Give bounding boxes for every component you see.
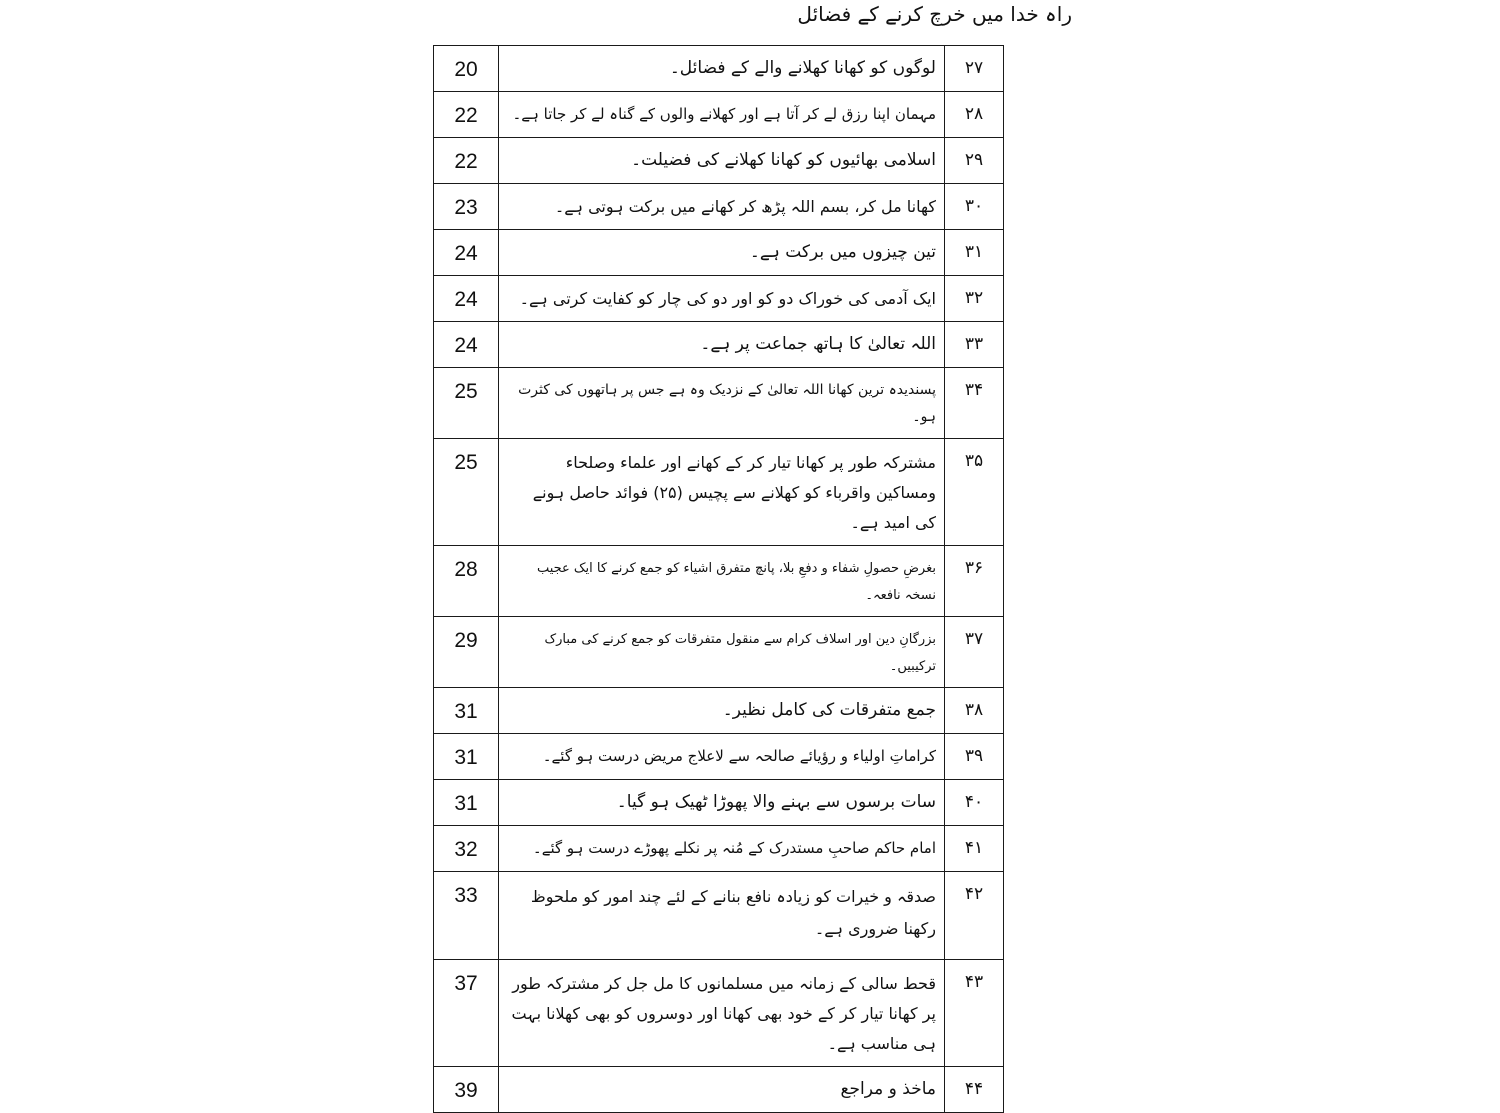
entry-title: ایک آدمی کی خوراک دو کو اور دو کی چار کو کفایت کرتی ہے۔ [499, 276, 945, 322]
page-number: 22 [434, 138, 499, 184]
entry-title: کھانا مل کر، بسم اللہ پڑھ کر کھانے میں برکت ہوتی ہے۔ [499, 184, 945, 230]
entry-title: پسندیدہ ترین کھانا اللہ تعالیٰ کے نزدیک وہ ہے جس پر ہاتھوں کی کثرت ہو۔ [499, 368, 945, 439]
page-number: 28 [434, 546, 499, 617]
page-number: 24 [434, 230, 499, 276]
page-number: 25 [434, 439, 499, 546]
entry-title: صدقہ و خیرات کو زیادہ نافع بنانے کے لئے چند امور کو ملحوظ رکھنا ضروری ہے۔ [499, 872, 945, 960]
table-row [434, 872, 1004, 960]
table-row [434, 276, 1004, 322]
page-number: 24 [434, 322, 499, 368]
entry-title: تین چیزوں میں برکت ہے۔ [499, 230, 945, 276]
table-row [434, 1067, 1004, 1113]
entry-title: امام حاکم صاحبِ مستدرک کے مُنہ پر نکلے پھوڑے درست ہو گئے۔ [499, 826, 945, 872]
table-row [434, 368, 1004, 439]
entry-number: ۳۳ [945, 322, 1004, 368]
page-number: 29 [434, 617, 499, 688]
entry-number: ۴۴ [945, 1067, 1004, 1113]
page-number: 32 [434, 826, 499, 872]
table-row [434, 546, 1004, 617]
page-header-title: راہ خدا میں خرچ کرنے کے فضائل [797, 2, 1072, 26]
entry-number: ۳۸ [945, 688, 1004, 734]
page-number: 24 [434, 276, 499, 322]
entry-title: بغرضِ حصولِ شفاء و دفعِ بلا، پانچ متفرق اشیاء کو جمع کرنے کا ایک عجیب نسخہ نافعہ۔ [499, 546, 945, 617]
table-row [434, 230, 1004, 276]
table-row [434, 184, 1004, 230]
table-of-contents [433, 45, 1004, 1113]
table-row [434, 322, 1004, 368]
entry-title: ماخذ و مراجع [499, 1067, 945, 1113]
page-number: 31 [434, 780, 499, 826]
entry-title: اسلامی بھائیوں کو کھانا کھلانے کی فضیلت۔ [499, 138, 945, 184]
entry-title: مشترکہ طور پر کھانا تیار کر کے کھانے اور علماء وصلحاء ومساکین واقرباء کو کھلانے سے پچیس (۲۵) فوائد حاصل ہونے کی امید ہے۔ [499, 439, 945, 546]
entry-number: ۳۵ [945, 439, 1004, 546]
page-number: 23 [434, 184, 499, 230]
table-row [434, 138, 1004, 184]
entry-number: ۳۹ [945, 734, 1004, 780]
entry-number: ۳۴ [945, 368, 1004, 439]
entry-title: مہمان اپنا رزق لے کر آتا ہے اور کھلانے والوں کے گناہ لے کر جاتا ہے۔ [499, 92, 945, 138]
entry-number: ۲۹ [945, 138, 1004, 184]
page-number: 31 [434, 734, 499, 780]
entry-title: اللہ تعالیٰ کا ہاتھ جماعت پر ہے۔ [499, 322, 945, 368]
entry-title: بزرگانِ دین اور اسلاف کرام سے منقول متفرقات کو جمع کرنے کی مبارک ترکیبیں۔ [499, 617, 945, 688]
entry-title: کراماتِ اولیاء و رؤیائے صالحہ سے لاعلاج مریض درست ہو گئے۔ [499, 734, 945, 780]
page-number: 37 [434, 960, 499, 1067]
table-row [434, 688, 1004, 734]
entry-title: لوگوں کو کھانا کھلانے والے کے فضائل۔ [499, 46, 945, 92]
entry-number: ۴۲ [945, 872, 1004, 960]
table-row [434, 960, 1004, 1067]
table-row [434, 46, 1004, 92]
entry-number: ۴۳ [945, 960, 1004, 1067]
table-row [434, 826, 1004, 872]
table-row [434, 439, 1004, 546]
entry-number: ۲۸ [945, 92, 1004, 138]
entry-number: ۳۷ [945, 617, 1004, 688]
table-row [434, 780, 1004, 826]
page-number: 31 [434, 688, 499, 734]
page-number: 39 [434, 1067, 499, 1113]
entry-title: جمع متفرقات کی کامل نظیر۔ [499, 688, 945, 734]
entry-number: ۴۰ [945, 780, 1004, 826]
table-row [434, 734, 1004, 780]
page-number: 20 [434, 46, 499, 92]
entry-number: ۳۰ [945, 184, 1004, 230]
page-number: 25 [434, 368, 499, 439]
page-number: 22 [434, 92, 499, 138]
entry-title: سات برسوں سے بہنے والا پھوڑا ٹھیک ہو گیا۔ [499, 780, 945, 826]
entry-number: ۳۱ [945, 230, 1004, 276]
entry-number: ۲۷ [945, 46, 1004, 92]
page-number: 33 [434, 872, 499, 960]
table-row [434, 92, 1004, 138]
entry-number: ۳۲ [945, 276, 1004, 322]
entry-number: ۴۱ [945, 826, 1004, 872]
entry-title: قحط سالی کے زمانہ میں مسلمانوں کا مل جل کر مشترکہ طور پر کھانا تیار کر کے خود بھی کھانا اور دوسروں کو بھی کھلانا بہت ہی مناسب ہے۔ [499, 960, 945, 1067]
table-row [434, 617, 1004, 688]
entry-number: ۳۶ [945, 546, 1004, 617]
